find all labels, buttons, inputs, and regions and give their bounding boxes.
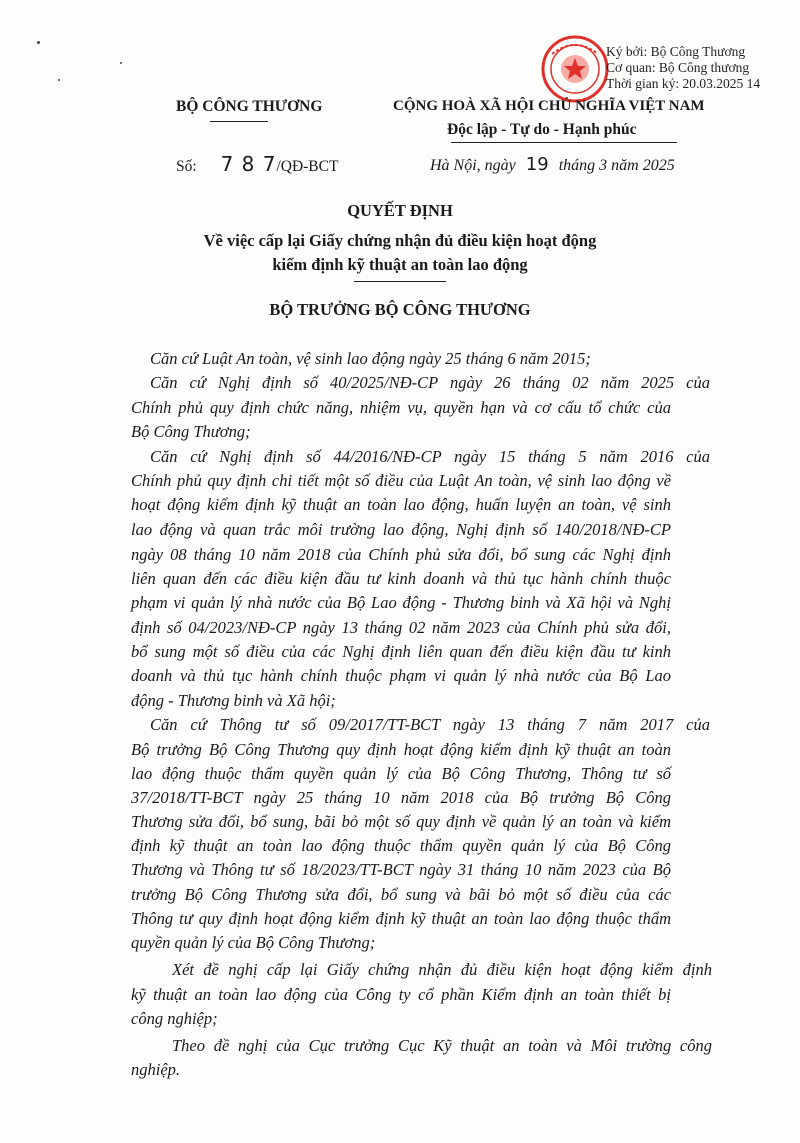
signature-agency: Cơ quan: Bộ Công thương [606,60,750,75]
body-line: nghiệp. [131,1060,181,1079]
number-suffix: /QĐ-BCT [276,158,339,175]
country-name: CỘNG HOÀ XÃ HỘI CHỦ NGHĨA VIỆT NAM [393,98,705,114]
body-line: Căn cứ Thông tư số 09/2017/TT-BCT ngày 13 tháng 7 năm 2017 của [150,715,710,734]
body-line: 37/2018/TT-BCT ngày 25 tháng 10 năm 2018 của Bộ trưởng Bộ Công [131,788,671,807]
scan-speck [120,62,122,64]
body-line: Căn cứ Nghị định số 44/2016/NĐ-CP ngày 15 tháng 5 năm 2016 của [150,447,710,466]
body-line: doanh và thủ tục hành chính thuộc phạm vi quản lý nhà nước của Bộ Lao [131,666,671,685]
date-prefix: Hà Nội, ngày [430,157,516,174]
document-number [176,152,338,176]
issuing-authority: BỘ TRƯỞNG BỘ CÔNG THƯƠNG [269,300,531,319]
motto: Độc lập - Tự do - Hạnh phúc [447,121,637,138]
body-line: lao động thuộc thẩm quyền quản lý của Bộ Công Thương, Thông tư số [131,764,671,783]
body-line: hoạt động kiểm định kỹ thuật an toàn lao động, huấn luyện an toàn, vệ sinh [131,495,671,514]
decision-title: QUYẾT ĐỊNH [347,201,453,220]
body-line: lao động và quan trắc môi trường lao động, Nghị định số 140/2018/NĐ-CP [131,520,671,539]
body-line: công nghiệp; [131,1009,218,1028]
date-day: 19 [525,154,549,175]
body-line: Bộ Công Thương; [131,422,251,441]
ministry-underline [210,121,268,122]
red-seal-icon [540,34,610,104]
ministry-name: BỘ CÔNG THƯƠNG [176,98,323,115]
date-suffix: tháng 3 năm 2025 [558,157,675,174]
signature-block [606,44,760,92]
body-line: Thương sửa đổi, bổ sung, bãi bỏ một số quy định về quản lý an toàn và kiểm [131,812,671,831]
number-handwritten: 7 8 7 [220,152,277,176]
scan-speck [58,79,60,81]
body-line: Bộ trưởng Bộ Công Thương quy định hoạt động kiểm định kỹ thuật an toàn [131,740,671,759]
signature-signer: Ký bởi: Bộ Công Thương [606,44,746,59]
body-line: Xét đề nghị cấp lại Giấy chứng nhận đủ điều kiện hoạt động kiểm định [172,960,712,979]
scan-speck [37,41,40,44]
body-line: kỹ thuật an toàn lao động của Công ty cổ phần Kiểm định an toàn thiết bị [131,985,671,1004]
signature-time: Thời gian ký: 20.03.2025 14 [606,76,761,91]
body-line: liên quan đến các điều kiện đầu tư kinh doanh và thủ tục hành chính thuộc [131,569,671,588]
body-line: quyền quản lý của Bộ Công Thương; [131,933,376,952]
body-line: ngày 08 tháng 10 năm 2018 của Chính phủ sửa đổi, bổ sung các Nghị định [131,545,671,564]
motto-underline [451,142,677,143]
body-line: phạm vi quản lý nhà nước của Bộ Lao động - Thương binh và Xã hội và Nghị [131,593,671,612]
subject-underline [354,281,446,282]
body-line: Căn cứ Nghị định số 40/2025/NĐ-CP ngày 26 tháng 02 năm 2025 của [150,373,710,392]
body-line: động - Thương binh và Xã hội; [131,691,336,710]
body-line: định số 04/2023/NĐ-CP ngày 13 tháng 02 năm 2023 của Chính phủ sửa đổi, [131,618,671,637]
body-line: Chính phủ quy định chức năng, nhiệm vụ, quyền hạn và cơ cấu tổ chức của [131,398,671,417]
body-line: Chính phủ quy định chi tiết một số điều của Luật An toàn, vệ sinh lao động về [131,471,671,490]
body-line: Thông tư quy định hoạt động kiểm định kỹ thuật an toàn lao động thuộc thẩm [131,909,671,928]
number-prefix: Số: [176,158,197,175]
document-date [430,154,675,175]
body-line: Căn cứ Luật An toàn, vệ sinh lao động ngày 25 tháng 6 năm 2015; [150,349,591,368]
body-line: trưởng Bộ Công Thương sửa đổi, bổ sung và bãi bỏ một số điều của các [131,885,671,904]
body-line: Theo đề nghị của Cục trưởng Cục Kỹ thuật an toàn và Môi trường công [172,1036,712,1055]
body-line: bổ sung một số điều của các Nghị định liên quan đến điều kiện đầu tư kinh [131,642,671,661]
decision-subject-line1: Về việc cấp lại Giấy chứng nhận đủ điều kiện hoạt động [203,231,597,250]
decision-subject-line2: kiểm định kỹ thuật an toàn lao động [272,255,528,274]
body-line: định kỹ thuật an toàn lao động thuộc thẩm quyền quản lý của Bộ Công [131,836,671,855]
body-line: Thương và Thông tư số 18/2023/TT-BCT ngày 31 tháng 10 năm 2023 của Bộ [131,860,671,879]
